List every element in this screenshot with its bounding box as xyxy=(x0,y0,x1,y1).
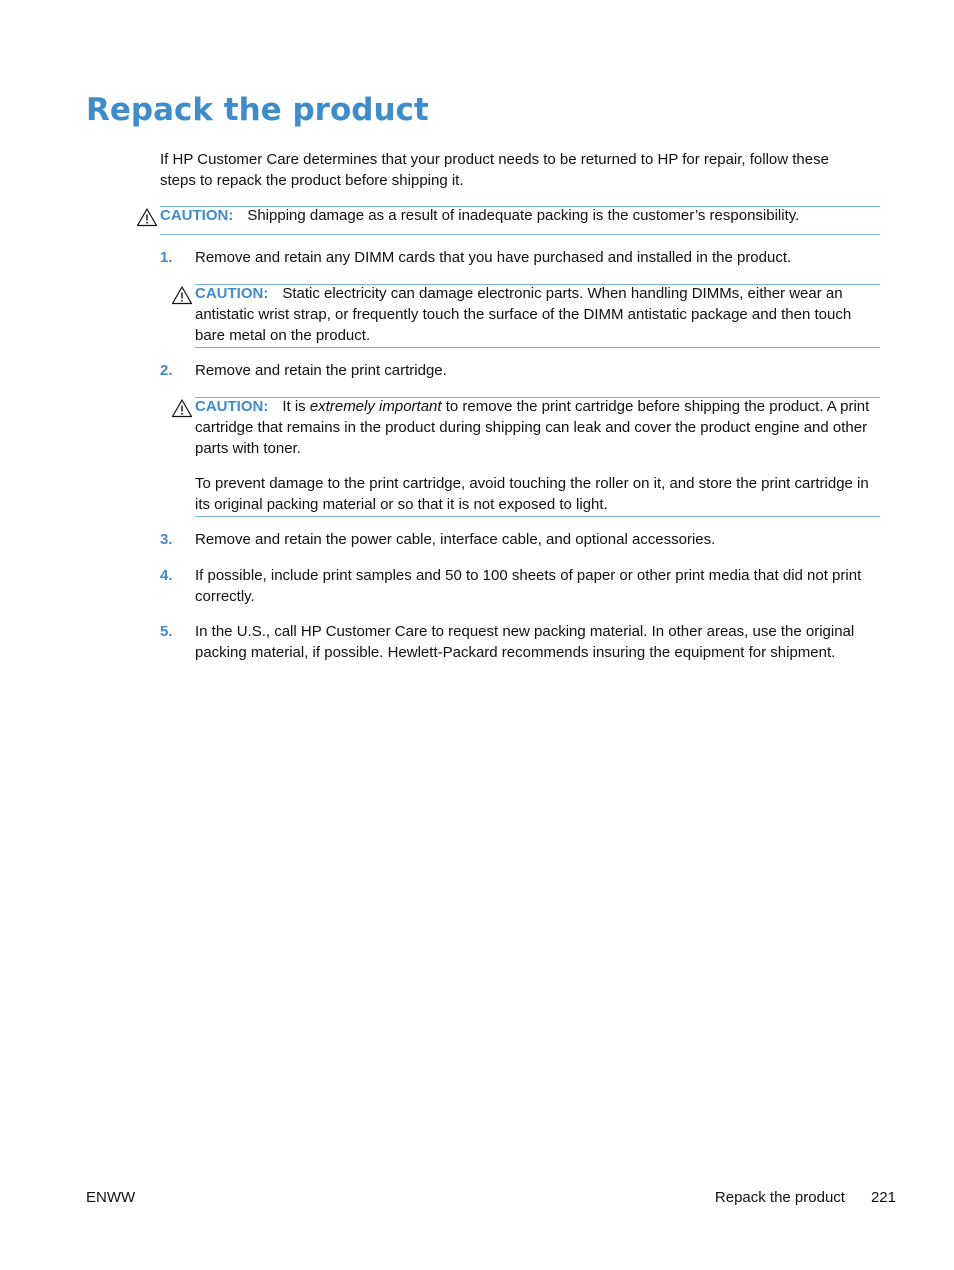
caution-label: CAUTION: xyxy=(160,207,234,224)
caution-box-step2 xyxy=(195,397,880,517)
step-text: If possible, include print samples and 50 to 100 sheets of paper or other print media that did not print correctly. xyxy=(195,567,862,605)
footer-right xyxy=(715,1189,896,1206)
warning-icon xyxy=(171,285,193,305)
step-text: Remove and retain any DIMM cards that you have purchased and installed in the product. xyxy=(195,249,792,266)
step-number: 1. xyxy=(160,249,173,266)
caution-label: CAUTION: xyxy=(195,285,269,302)
step-number: 5. xyxy=(160,623,173,640)
page-title: Repack the product xyxy=(86,92,429,128)
step-number: 2. xyxy=(160,362,173,379)
step-text: Remove and retain the print cartridge. xyxy=(195,362,447,379)
step-text: In the U.S., call HP Customer Care to request new packing material. In other areas, use the original packing material, if possible. Hewlett-Packard recommends insuring the equipment for shipment. xyxy=(195,623,855,661)
intro-paragraph: If HP Customer Care determines that your product needs to be returned to HP for repair, follow these steps to repack the product before shipping it. xyxy=(160,151,829,189)
caution-text-pre: It is xyxy=(282,398,306,415)
caution-box-main xyxy=(160,206,880,235)
footer-left: ENWW xyxy=(86,1189,136,1206)
warning-icon xyxy=(171,398,193,418)
caution-text: Static electricity can damage electronic parts. When handling DIMMs, either wear an antistatic wrist strap, or frequently touch the surface of the DIMM antistatic package and then touch bare metal on the product. xyxy=(195,285,852,344)
step-number: 4. xyxy=(160,567,173,584)
page-number: 221 xyxy=(870,1189,896,1206)
caution-text: Shipping damage as a result of inadequate packing is the customer’s responsibility. xyxy=(247,207,800,224)
warning-icon xyxy=(136,207,158,227)
caution-emphasis: extremely important xyxy=(309,398,442,415)
caution-paragraph: To prevent damage to the print cartridge, avoid touching the roller on it, and store the print cartridge in its original packing material or so that it is not exposed to light. xyxy=(195,475,869,513)
footer-section: Repack the product xyxy=(714,1189,845,1206)
caution-text-post: to remove the print cartridge before shipping the product. A print cartridge that remains in the product during shipping can leak and cover the product engine and other parts with toner. xyxy=(195,398,870,457)
caution-box-step1 xyxy=(195,284,880,348)
step-text: Remove and retain the power cable, interface cable, and optional accessories. xyxy=(195,531,716,548)
step-number: 3. xyxy=(160,531,173,548)
caution-label: CAUTION: xyxy=(195,398,269,415)
